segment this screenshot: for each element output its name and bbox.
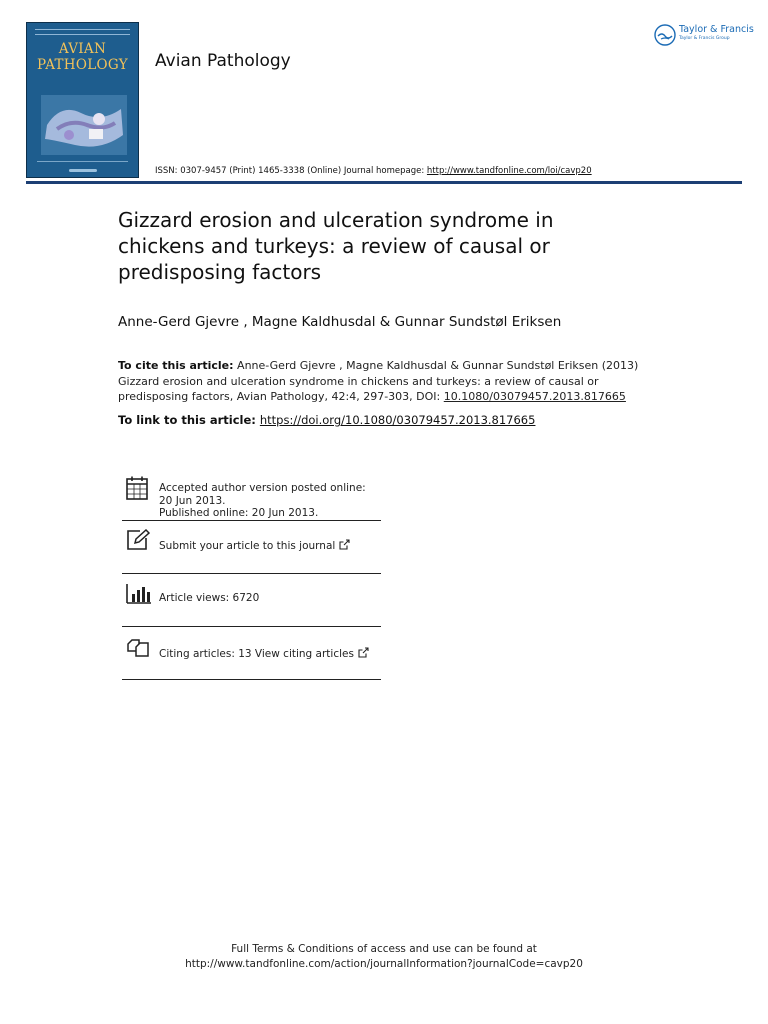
copy-documents-icon — [126, 636, 150, 658]
issn-text: ISSN: 0307-9457 (Print) 1465-3338 (Online) Journal homepage: — [155, 166, 427, 176]
article-views: Article views: 6720 — [159, 592, 260, 604]
issn-line — [155, 166, 592, 176]
accepted-date: Accepted author version posted online: 20 Jun 2013. — [159, 482, 366, 507]
publisher-logo[interactable] — [654, 22, 754, 48]
cover-title-line1: AVIAN — [58, 41, 107, 57]
article-title: Gizzard erosion and ulceration syndrome in chickens and turkeys: a review of causal or predisposing factors — [118, 208, 554, 284]
cover-title-line2: PATHOLOGY — [37, 57, 128, 73]
journal-homepage-link[interactable]: http://www.tandfonline.com/loi/cavp20 — [426, 166, 592, 176]
cover-rule — [35, 29, 130, 35]
taylor-francis-icon — [654, 24, 676, 46]
submit-article-row[interactable] — [122, 521, 381, 574]
publication-dates-row — [122, 470, 381, 521]
publisher-subname: Taylor & Francis Group — [679, 36, 730, 41]
cover-rule-bottom — [37, 161, 128, 165]
journal-cover — [26, 22, 139, 178]
edit-icon — [126, 529, 150, 551]
article-views-row — [122, 574, 381, 627]
submit-article-label[interactable]: Submit your article to this journal — [159, 540, 336, 552]
terms-url[interactable]: http://www.tandfonline.com/action/journalInformation?journalCode=cavp20 — [185, 958, 583, 970]
submit-article-text[interactable] — [159, 539, 350, 553]
publisher-name: Taylor & Francis — [679, 24, 754, 35]
citation-label: To cite this article: — [118, 359, 234, 372]
citing-articles-label[interactable]: Citing articles: 13 View citing articles — [159, 648, 354, 660]
link-label: To link to this article: — [118, 413, 256, 427]
citation-text: Anne-Gerd Gjevre , Magne Kaldhusdal & Gunnar Sundstøl Eriksen (2013) Gizzard erosion and ulceration syndrome in chickens and turkeys: a review of causal or predisposing factors, Avian Pathology, 42:4, 297-303, DOI: — [118, 359, 639, 403]
article-authors: Anne-Gerd Gjevre , Magne Kaldhusdal & Gunnar Sundstøl Eriksen — [118, 314, 562, 330]
published-date: Published online: 20 Jun 2013. — [159, 507, 319, 519]
terms-line: Full Terms & Conditions of access and use can be found at — [231, 943, 537, 955]
journal-name[interactable]: Avian Pathology — [155, 51, 291, 71]
citing-articles-text[interactable] — [159, 647, 369, 661]
external-link-icon — [339, 539, 350, 550]
header-rule — [26, 181, 742, 184]
citing-articles-row[interactable] — [122, 627, 381, 680]
calendar-icon — [126, 476, 148, 500]
publication-dates — [159, 482, 379, 520]
article-doi-link[interactable]: https://doi.org/10.1080/03079457.2013.817665 — [259, 413, 536, 427]
bar-chart-icon — [126, 584, 152, 604]
article-link-line — [118, 413, 535, 427]
terms-footer — [0, 942, 768, 972]
citation-doi-link[interactable]: 10.1080/03079457.2013.817665 — [443, 390, 626, 403]
external-link-icon — [358, 647, 369, 658]
cover-image — [41, 95, 127, 155]
cover-publisher-mark — [69, 169, 97, 172]
citation-block — [118, 358, 648, 405]
cover-title — [27, 41, 138, 73]
